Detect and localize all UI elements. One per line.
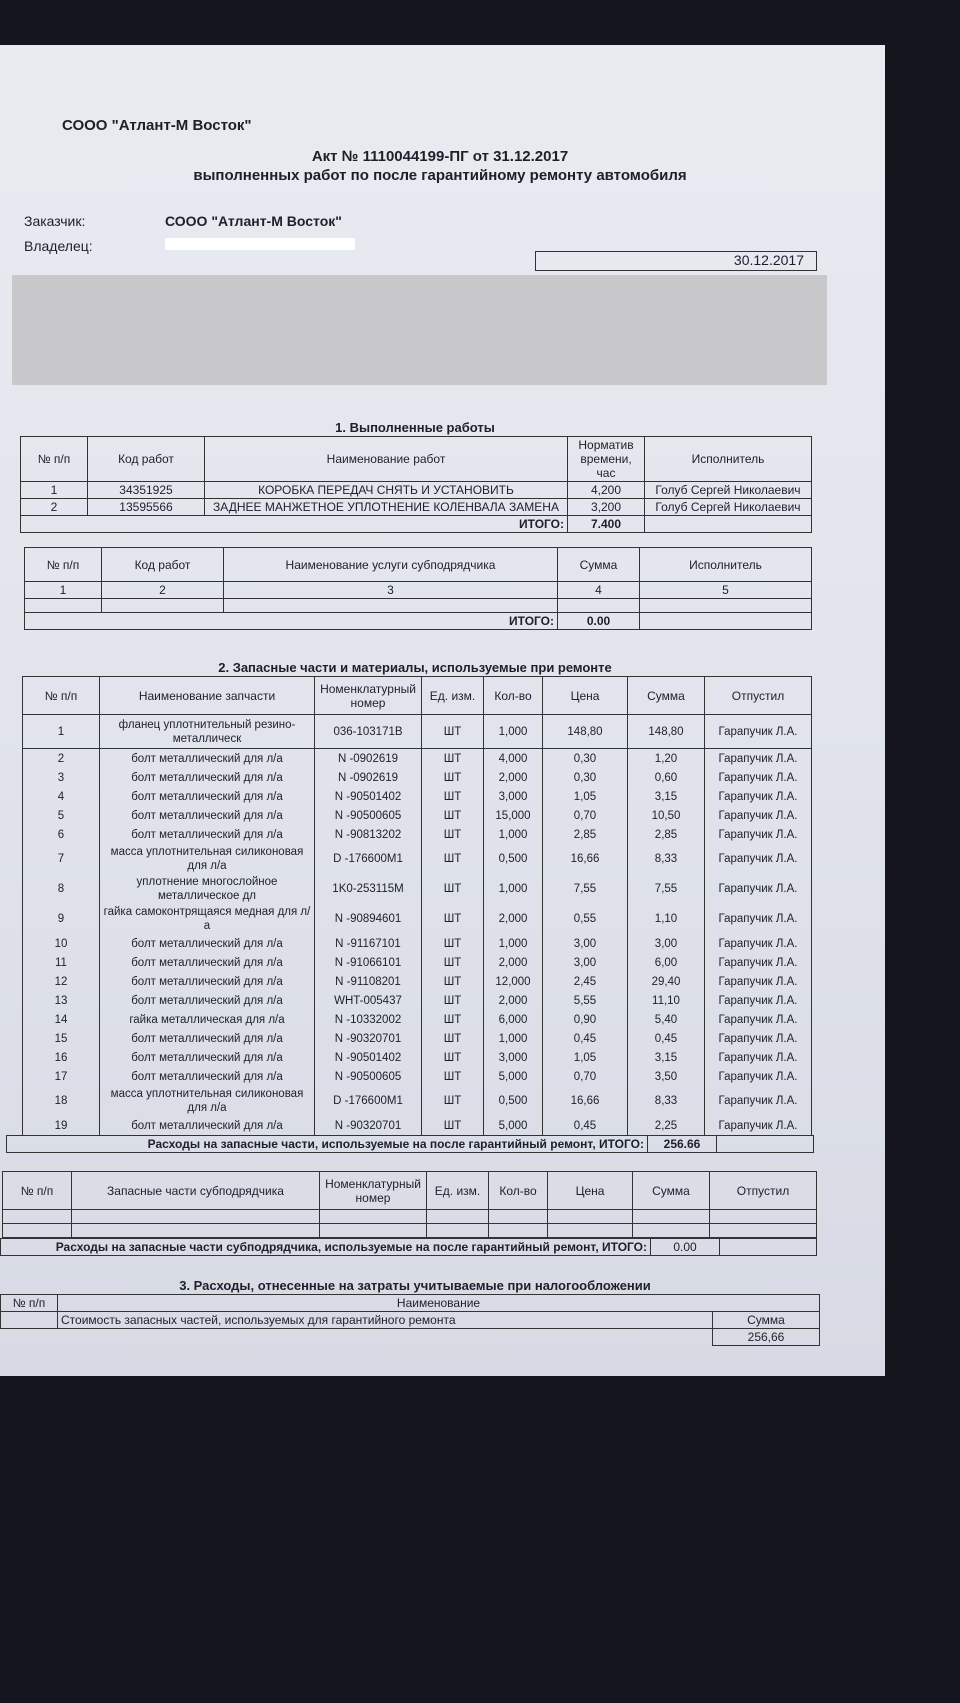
cell: 3,200 [568, 499, 645, 516]
cell: 6,00 [628, 953, 705, 972]
cell: болт металлический для л/а [100, 1067, 315, 1086]
cell: 148,80 [628, 715, 705, 749]
cell: ШТ [422, 768, 484, 787]
cell: N -91066101 [315, 953, 422, 972]
cell: N -91167101 [315, 934, 422, 953]
cell: N -90501402 [315, 787, 422, 806]
cell: 0,30 [543, 749, 628, 769]
cell: 1,05 [543, 787, 628, 806]
th: Наименование услуги субподрядчика [224, 548, 558, 582]
th: Наименование работ [205, 437, 568, 482]
th: Наименование [58, 1295, 820, 1312]
cell: Гарапучик Л.А. [705, 1029, 812, 1048]
cell: ШТ [422, 1010, 484, 1029]
table-row [23, 874, 812, 904]
cell: болт металлический для л/а [100, 787, 315, 806]
cell: 6,000 [484, 1010, 543, 1029]
total-label: Расходы на запасные части, используемые на после гарантийный ремонт, ИТОГО: [7, 1136, 648, 1153]
parts-table [22, 676, 812, 1135]
cell: 148,80 [543, 715, 628, 749]
cell: болт металлический для л/а [100, 1029, 315, 1048]
th: Номенклатурный номер [315, 677, 422, 715]
table-row [23, 1067, 812, 1086]
total-label: ИТОГО: [21, 516, 568, 533]
cell: ШТ [422, 934, 484, 953]
th: Отпустил [705, 677, 812, 715]
parts-total [6, 1135, 814, 1153]
organization: СООО "Атлант-М Восток" [62, 117, 252, 134]
total-label: ИТОГО: [25, 613, 558, 630]
title-line: Акт № 1110044199-ПГ от 31.12.2017 [311, 148, 569, 165]
cell: болт металлический для л/а [100, 749, 315, 769]
th: № п/п [25, 548, 102, 582]
cell: ШТ [422, 991, 484, 1010]
th: Номенклатурный номер [320, 1172, 427, 1210]
cell: 256,66 [713, 1329, 820, 1346]
customer-value: СООО "Атлант-М Восток" [165, 213, 342, 229]
cell: ЗАДНЕЕ МАНЖЕТНОЕ УПЛОТНЕНИЕ КОЛЕНВАЛА ЗАМЕНА [205, 499, 568, 516]
cell: Гарапучик Л.А. [705, 844, 812, 874]
cell: ШТ [422, 953, 484, 972]
cell: болт металлический для л/а [100, 806, 315, 825]
cell: 16,66 [543, 1086, 628, 1116]
expenses-table [0, 1294, 820, 1346]
cell: N -0902619 [315, 749, 422, 769]
th: № п/п [21, 437, 88, 482]
cell: 2,000 [484, 991, 543, 1010]
cell: 4,200 [568, 482, 645, 499]
cell: Гарапучик Л.А. [705, 991, 812, 1010]
cell: 0,500 [484, 1086, 543, 1116]
cell: 2,000 [484, 953, 543, 972]
cell: Гарапучик Л.А. [705, 1067, 812, 1086]
owner-label: Владелец: [24, 238, 93, 254]
cell: 0,45 [543, 1116, 628, 1135]
cell: 2,45 [543, 972, 628, 991]
subcontract-table [24, 547, 812, 630]
sub-parts-total [0, 1238, 817, 1256]
cell: Гарапучик Л.А. [705, 953, 812, 972]
th: Исполнитель [645, 437, 812, 482]
cell: 14 [23, 1010, 100, 1029]
redacted-block [12, 275, 827, 385]
cell: 12 [23, 972, 100, 991]
cell: N -90501402 [315, 1048, 422, 1067]
th: Сумма [558, 548, 640, 582]
cell: ШТ [422, 1086, 484, 1116]
table-row [23, 1029, 812, 1048]
cell: 3,000 [484, 1048, 543, 1067]
cell: 036-103171B [315, 715, 422, 749]
cell: D -176600M1 [315, 1086, 422, 1116]
cell: 5,40 [628, 1010, 705, 1029]
table-row [25, 582, 812, 599]
cell: 0,90 [543, 1010, 628, 1029]
table-row [23, 1116, 812, 1135]
cell: 0,60 [628, 768, 705, 787]
cell: 3,00 [628, 934, 705, 953]
table-row [23, 972, 812, 991]
cell: ШТ [422, 844, 484, 874]
cell: 0,500 [484, 844, 543, 874]
th: Цена [548, 1172, 633, 1210]
cell: 6 [23, 825, 100, 844]
cell: Голуб Сергей Николаевич [645, 482, 812, 499]
cell [645, 516, 812, 533]
cell: 2,000 [484, 904, 543, 934]
table-row [23, 991, 812, 1010]
cell: 5,000 [484, 1116, 543, 1135]
document-header [0, 45, 885, 390]
cell: 9 [23, 904, 100, 934]
table-row [23, 844, 812, 874]
date-box [535, 251, 817, 271]
table-row [23, 904, 812, 934]
cell: ШТ [422, 1067, 484, 1086]
table-row [23, 749, 812, 769]
total-label: Расходы на запасные части субподрядчика, используемые на после гарантийный ремонт, ИТОГО: [1, 1239, 651, 1256]
cell: 13595566 [88, 499, 205, 516]
document-page [0, 45, 885, 1376]
cell: масса уплотнительная силиконовая для л/а [100, 1086, 315, 1116]
cell: 3,50 [628, 1067, 705, 1086]
cell: 3 [23, 768, 100, 787]
table-row [23, 715, 812, 749]
cell: Гарапучик Л.А. [705, 1116, 812, 1135]
cell: 1,10 [628, 904, 705, 934]
th: Сумма [628, 677, 705, 715]
cell: 1,000 [484, 934, 543, 953]
cell: 5,55 [543, 991, 628, 1010]
table-row [21, 499, 812, 516]
th: Сумма [633, 1172, 710, 1210]
cell: 1,000 [484, 825, 543, 844]
cell: 7 [23, 844, 100, 874]
table-row [23, 787, 812, 806]
cell: ШТ [422, 825, 484, 844]
table-row [23, 806, 812, 825]
cell: 3 [224, 582, 558, 599]
customer-label: Заказчик: [24, 213, 86, 229]
cell: 2 [23, 749, 100, 769]
cell: N -91108201 [315, 972, 422, 991]
document-title [180, 147, 700, 185]
cell: Гарапучик Л.А. [705, 1010, 812, 1029]
cell: болт металлический для л/а [100, 953, 315, 972]
th: Код работ [88, 437, 205, 482]
cell: 0,45 [543, 1029, 628, 1048]
cell: 0,70 [543, 1067, 628, 1086]
cell: 1,05 [543, 1048, 628, 1067]
cell: 1K0-253115M [315, 874, 422, 904]
cell: 15 [23, 1029, 100, 1048]
cell: 1,000 [484, 715, 543, 749]
cell: 3,00 [543, 934, 628, 953]
owner-redacted [165, 238, 355, 250]
cell: Гарапучик Л.А. [705, 825, 812, 844]
th: Цена [543, 677, 628, 715]
cell: ШТ [422, 749, 484, 769]
cell: Гарапучик Л.А. [705, 787, 812, 806]
cell: болт металлический для л/а [100, 1048, 315, 1067]
cell: 8,33 [628, 1086, 705, 1116]
cell: болт металлический для л/а [100, 972, 315, 991]
expenses-section-title: 3. Расходы, отнесенные на затраты учитываемые при налогообложении [179, 1278, 651, 1293]
cell: 16 [23, 1048, 100, 1067]
cell: 29,40 [628, 972, 705, 991]
cell: ШТ [422, 1116, 484, 1135]
cell: Гарапучик Л.А. [705, 768, 812, 787]
cell: 1 [25, 582, 102, 599]
works-section-title: 1. Выполненные работы [335, 420, 495, 435]
th: Ед. изм. [422, 677, 484, 715]
document-body [0, 420, 885, 1376]
cell: 3,000 [484, 787, 543, 806]
th: Норматив времени, час [568, 437, 645, 482]
cell: КОРОБКА ПЕРЕДАЧ СНЯТЬ И УСТАНОВИТЬ [205, 482, 568, 499]
th: Ед. изм. [427, 1172, 489, 1210]
cell: 1,000 [484, 1029, 543, 1048]
cell: болт металлический для л/а [100, 768, 315, 787]
th: Исполнитель [640, 548, 812, 582]
table-row [23, 825, 812, 844]
cell: 3,00 [543, 953, 628, 972]
th: № п/п [23, 677, 100, 715]
cell: 34351925 [88, 482, 205, 499]
parts-section-title: 2. Запасные части и материалы, используемые при ремонте [218, 660, 612, 675]
cell: 7,55 [628, 874, 705, 904]
cell: ШТ [422, 715, 484, 749]
th: Сумма [713, 1312, 820, 1329]
cell: 15,000 [484, 806, 543, 825]
cell: 12,000 [484, 972, 543, 991]
cell: 2,85 [543, 825, 628, 844]
table-row [23, 1010, 812, 1029]
cell: N -90813202 [315, 825, 422, 844]
cell: Гарапучик Л.А. [705, 904, 812, 934]
cell: Гарапучик Л.А. [705, 749, 812, 769]
cell: уплотнение многослойное металлическое дл [100, 874, 315, 904]
cell: болт металлический для л/а [100, 825, 315, 844]
cell: N -90894601 [315, 904, 422, 934]
cell: 3,15 [628, 787, 705, 806]
th: Кол-во [484, 677, 543, 715]
cell: 5 [23, 806, 100, 825]
cell: 1,20 [628, 749, 705, 769]
cell: 4 [23, 787, 100, 806]
cell: Гарапучик Л.А. [705, 1086, 812, 1116]
cell: 1,000 [484, 874, 543, 904]
cell: гайка самоконтрящаяся медная для л/а [100, 904, 315, 934]
th: Отпустил [710, 1172, 817, 1210]
cell: ШТ [422, 874, 484, 904]
th: Запасные части субподрядчика [72, 1172, 320, 1210]
table-row [23, 1086, 812, 1116]
cell: N -90320701 [315, 1116, 422, 1135]
cell: N -0902619 [315, 768, 422, 787]
cell: 16,66 [543, 844, 628, 874]
cell: 5 [640, 582, 812, 599]
cell: 2,85 [628, 825, 705, 844]
cell: 2,000 [484, 768, 543, 787]
cell: 10 [23, 934, 100, 953]
cell: 1 [23, 715, 100, 749]
cell: D -176600M1 [315, 844, 422, 874]
cell: ШТ [422, 1029, 484, 1048]
cell: 2 [102, 582, 224, 599]
cell: 3,15 [628, 1048, 705, 1067]
cell: 1 [21, 482, 88, 499]
cell: N -90320701 [315, 1029, 422, 1048]
cell: 8 [23, 874, 100, 904]
cell: 17 [23, 1067, 100, 1086]
cell: 13 [23, 991, 100, 1010]
cell: 0,70 [543, 806, 628, 825]
cell: Гарапучик Л.А. [705, 715, 812, 749]
cell: фланец уплотнительный резино-металлическ [100, 715, 315, 749]
cell: ШТ [422, 904, 484, 934]
cell: WHT-005437 [315, 991, 422, 1010]
th: Наименование запчасти [100, 677, 315, 715]
cell: 18 [23, 1086, 100, 1116]
th: Код работ [102, 548, 224, 582]
sub-parts-table [2, 1171, 817, 1238]
cell: ШТ [422, 972, 484, 991]
cell: 2 [21, 499, 88, 516]
total-value: 0.00 [651, 1239, 720, 1256]
works-table [20, 436, 812, 533]
cell: 10,50 [628, 806, 705, 825]
cell: 8,33 [628, 844, 705, 874]
total-value: 7.400 [568, 516, 645, 533]
th: Кол-во [489, 1172, 548, 1210]
cell: болт металлический для л/а [100, 1116, 315, 1135]
cell: 5,000 [484, 1067, 543, 1086]
cell: Гарапучик Л.А. [705, 934, 812, 953]
date: 30.12.2017 [733, 252, 804, 268]
cell: ШТ [422, 1048, 484, 1067]
cell: N -10332002 [315, 1010, 422, 1029]
cell: 0,55 [543, 904, 628, 934]
table-row [23, 934, 812, 953]
cell: болт металлический для л/а [100, 934, 315, 953]
cell: 19 [23, 1116, 100, 1135]
cell: 7,55 [543, 874, 628, 904]
th: № п/п [3, 1172, 72, 1210]
total-value: 256.66 [648, 1136, 717, 1153]
cell: Гарапучик Л.А. [705, 874, 812, 904]
cell: 4,000 [484, 749, 543, 769]
cell: Стоимость запасных частей, используемых для гарантийного ремонта [58, 1312, 713, 1329]
table-row [21, 482, 812, 499]
cell: 4 [558, 582, 640, 599]
th: № п/п [1, 1295, 58, 1312]
cell: Гарапучик Л.А. [705, 1048, 812, 1067]
table-row [23, 1048, 812, 1067]
cell: N -90500605 [315, 1067, 422, 1086]
total-value: 0.00 [558, 613, 640, 630]
cell: 0,30 [543, 768, 628, 787]
cell: Голуб Сергей Николаевич [645, 499, 812, 516]
cell: масса уплотнительная силиконовая для л/а [100, 844, 315, 874]
cell: N -90500605 [315, 806, 422, 825]
cell: 2,25 [628, 1116, 705, 1135]
cell: Гарапучик Л.А. [705, 972, 812, 991]
cell: ШТ [422, 806, 484, 825]
cell: 0,45 [628, 1029, 705, 1048]
cell: 11 [23, 953, 100, 972]
cell: болт металлический для л/а [100, 991, 315, 1010]
cell: Гарапучик Л.А. [705, 806, 812, 825]
table-row [23, 768, 812, 787]
cell: ШТ [422, 787, 484, 806]
cell: 11,10 [628, 991, 705, 1010]
subtitle-line: выполненных работ по после гарантийному ремонту автомобиля [193, 167, 687, 184]
table-row [23, 953, 812, 972]
cell: гайка металлическая для л/а [100, 1010, 315, 1029]
